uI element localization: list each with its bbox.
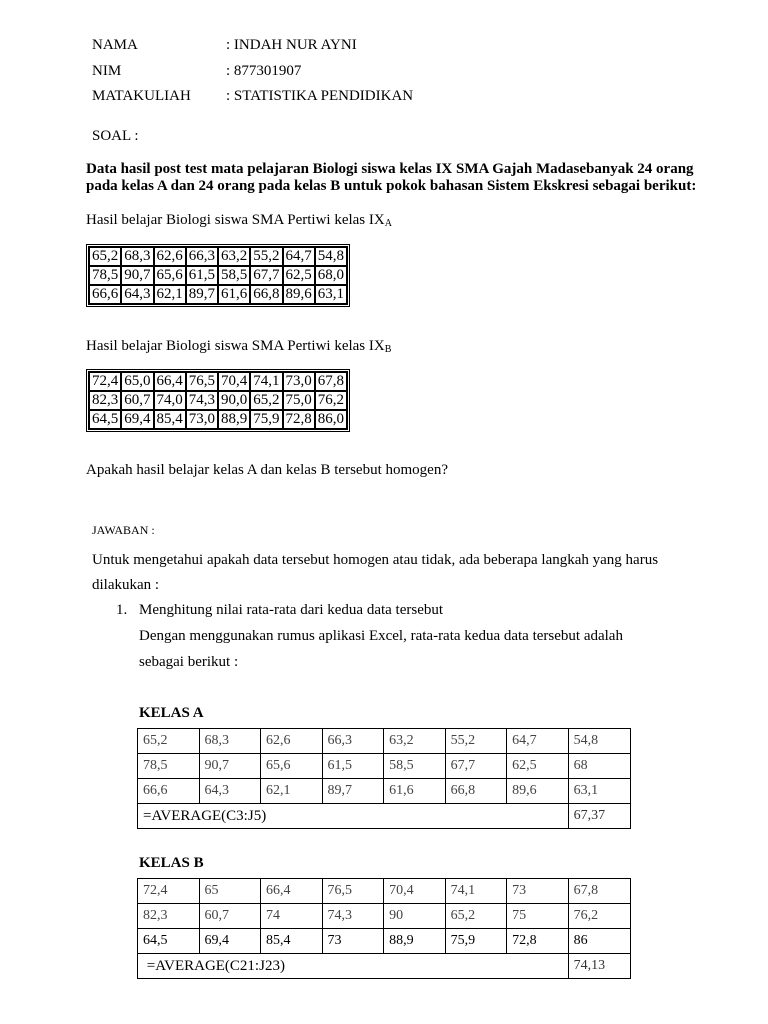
table-cell: 74,3 — [186, 391, 218, 410]
table-cell: 60,7 — [121, 391, 153, 410]
nim-value: : 877301907 — [226, 63, 302, 79]
table-cell: 72,4 — [138, 879, 200, 904]
table-cell: 75 — [507, 904, 569, 929]
table-cell: 64,3 — [121, 285, 153, 304]
table-cell: 89,6 — [283, 285, 315, 304]
average-formula: =AVERAGE(C3:J5) — [138, 804, 569, 829]
step1-title: Menghitung nilai rata-rata dari kedua data tersebut — [139, 602, 444, 618]
table-cell: 90,0 — [218, 391, 250, 410]
table-cell: 62,6 — [261, 729, 323, 754]
table-cell: 72,8 — [507, 929, 569, 954]
step1-number: 1. — [116, 602, 128, 618]
table-cell: 65,6 — [261, 754, 323, 779]
table-cell: 67,8 — [568, 879, 630, 904]
caption-kelas-b — [86, 338, 391, 355]
table-cell: 88,9 — [218, 410, 250, 429]
table-cell: 67,8 — [315, 372, 347, 391]
table-cell: 62,6 — [154, 247, 186, 266]
table-cell: 68,3 — [199, 729, 261, 754]
table-cell: 74 — [261, 904, 323, 929]
table-cell: 89,7 — [322, 779, 384, 804]
table-cell: 85,4 — [261, 929, 323, 954]
table-cell: 85,4 — [154, 410, 186, 429]
table-cell: 65,2 — [89, 247, 121, 266]
step1-desc-line-1: Dengan menggunakan rumus aplikasi Excel, rata-rata kedua data tersebut adalah — [139, 628, 623, 644]
table-cell: 63,1 — [568, 779, 630, 804]
table-row — [138, 904, 631, 929]
caption-a-subscript: A — [384, 218, 392, 229]
table-cell: 76,5 — [186, 372, 218, 391]
answer-intro-line-2: dilakukan : — [92, 577, 160, 593]
table-cell: 66,6 — [89, 285, 121, 304]
table-cell: 61,6 — [384, 779, 446, 804]
nama-label: NAMA — [92, 37, 138, 53]
nama-value: : INDAH NUR AYNI — [226, 37, 357, 53]
data-table-kelas-b — [86, 369, 350, 432]
table-cell: 61,6 — [218, 285, 250, 304]
table-cell: 67,7 — [250, 266, 282, 285]
table-cell: 61,5 — [186, 266, 218, 285]
table-cell: 58,5 — [218, 266, 250, 285]
table-cell: 68,3 — [121, 247, 153, 266]
table-cell: 75,9 — [445, 929, 507, 954]
table-cell: 86,0 — [315, 410, 347, 429]
table-cell: 66,8 — [445, 779, 507, 804]
matakuliah-label: MATAKULIAH — [92, 88, 191, 104]
table-row — [138, 779, 631, 804]
step1-desc-line-2: sebagai berikut : — [139, 654, 239, 670]
matakuliah-value: : STATISTIKA PENDIDIKAN — [226, 88, 414, 104]
table-cell: 70,4 — [218, 372, 250, 391]
caption-a-text: Hasil belajar Biologi siswa SMA Pertiwi kelas IX — [86, 212, 385, 228]
table-row — [138, 754, 631, 779]
caption-b-subscript: B — [384, 344, 392, 355]
table-cell: 76,2 — [315, 391, 347, 410]
table-cell: 68 — [568, 754, 630, 779]
table-cell: 78,5 — [89, 266, 121, 285]
table-cell: 62,5 — [507, 754, 569, 779]
jawaban-label: JAWABAN : — [92, 523, 155, 537]
formula-row — [138, 954, 631, 979]
table-cell: 55,2 — [250, 247, 282, 266]
table-cell: 65,2 — [138, 729, 200, 754]
table-cell: 63,2 — [384, 729, 446, 754]
table-cell: 62,1 — [261, 779, 323, 804]
table-cell: 66,4 — [261, 879, 323, 904]
excel-table-kelas-b — [137, 878, 631, 979]
table-cell: 69,4 — [121, 410, 153, 429]
table-cell: 62,5 — [283, 266, 315, 285]
table-cell: 64,5 — [89, 410, 121, 429]
table-cell: 73 — [507, 879, 569, 904]
table-cell: 65,2 — [250, 391, 282, 410]
answer-intro-line-1: Untuk mengetahui apakah data tersebut homogen atau tidak, ada beberapa langkah yang harus — [92, 552, 659, 568]
table-cell: 64,3 — [199, 779, 261, 804]
table-cell: 54,8 — [568, 729, 630, 754]
table-cell: 73,0 — [283, 372, 315, 391]
table-cell: 63,2 — [218, 247, 250, 266]
table-cell: 74,0 — [154, 391, 186, 410]
table-row — [89, 247, 347, 266]
table-row — [89, 266, 347, 285]
table-cell: 64,7 — [507, 729, 569, 754]
table-cell: 64,7 — [283, 247, 315, 266]
average-formula: =AVERAGE(C21:J23) — [138, 954, 569, 979]
table-cell: 86 — [568, 929, 630, 954]
table-cell: 65,2 — [445, 904, 507, 929]
kelas-a-heading: KELAS A — [139, 705, 204, 721]
table-cell: 73 — [322, 929, 384, 954]
table-cell: 70,4 — [384, 879, 446, 904]
table-row — [89, 410, 347, 429]
table-cell: 69,4 — [199, 929, 261, 954]
table-cell: 90,7 — [199, 754, 261, 779]
formula-row — [138, 804, 631, 829]
caption-b-text: Hasil belajar Biologi siswa SMA Pertiwi kelas IX — [86, 338, 385, 354]
table-cell: 74,1 — [250, 372, 282, 391]
table-cell: 89,7 — [186, 285, 218, 304]
table-cell: 82,3 — [138, 904, 200, 929]
table-cell: 65 — [199, 879, 261, 904]
problem-text: Data hasil post test mata pelajaran Biologi siswa kelas IX SMA Gajah Madasebanyak 24 orang pada kelas A dan 24 orang pada kelas B untuk pokok bahasan Sistem Ekskresi sebagai berikut: — [86, 161, 697, 194]
table-cell: 54,8 — [315, 247, 347, 266]
table-cell: 78,5 — [138, 754, 200, 779]
data-table-kelas-a — [86, 244, 350, 307]
table-row — [89, 285, 347, 304]
table-cell: 74,1 — [445, 879, 507, 904]
table-cell: 66,3 — [186, 247, 218, 266]
table-cell: 73,0 — [186, 410, 218, 429]
table-cell: 90,7 — [121, 266, 153, 285]
table-cell: 75,9 — [250, 410, 282, 429]
question-text: Apakah hasil belajar kelas A dan kelas B tersebut homogen? — [86, 462, 448, 478]
table-cell: 82,3 — [89, 391, 121, 410]
table-cell: 66,6 — [138, 779, 200, 804]
table-cell: 66,8 — [250, 285, 282, 304]
table-cell: 58,5 — [384, 754, 446, 779]
soal-label: SOAL : — [92, 128, 139, 144]
nim-label: NIM — [92, 63, 122, 79]
table-cell: 88,9 — [384, 929, 446, 954]
table-cell: 89,6 — [507, 779, 569, 804]
table-cell: 67,7 — [445, 754, 507, 779]
kelas-b-heading: KELAS B — [139, 855, 204, 871]
table-cell: 64,5 — [138, 929, 200, 954]
table-cell: 76,2 — [568, 904, 630, 929]
table-cell: 55,2 — [445, 729, 507, 754]
table-row — [138, 879, 631, 904]
table-cell: 66,3 — [322, 729, 384, 754]
table-cell: 76,5 — [322, 879, 384, 904]
table-cell: 63,1 — [315, 285, 347, 304]
average-result: 67,37 — [568, 804, 630, 829]
table-cell: 66,4 — [154, 372, 186, 391]
table-cell: 74,3 — [322, 904, 384, 929]
table-cell: 65,0 — [121, 372, 153, 391]
table-row — [89, 391, 347, 410]
table-cell: 68,0 — [315, 266, 347, 285]
table-cell: 60,7 — [199, 904, 261, 929]
average-result: 74,13 — [568, 954, 630, 979]
excel-table-kelas-a — [137, 728, 631, 829]
table-cell: 61,5 — [322, 754, 384, 779]
table-cell: 65,6 — [154, 266, 186, 285]
table-cell: 62,1 — [154, 285, 186, 304]
table-cell: 72,8 — [283, 410, 315, 429]
table-cell: 90 — [384, 904, 446, 929]
table-cell: 75,0 — [283, 391, 315, 410]
caption-kelas-a — [86, 212, 392, 229]
table-row — [89, 372, 347, 391]
table-cell: 72,4 — [89, 372, 121, 391]
table-row — [138, 929, 631, 954]
table-row — [138, 729, 631, 754]
